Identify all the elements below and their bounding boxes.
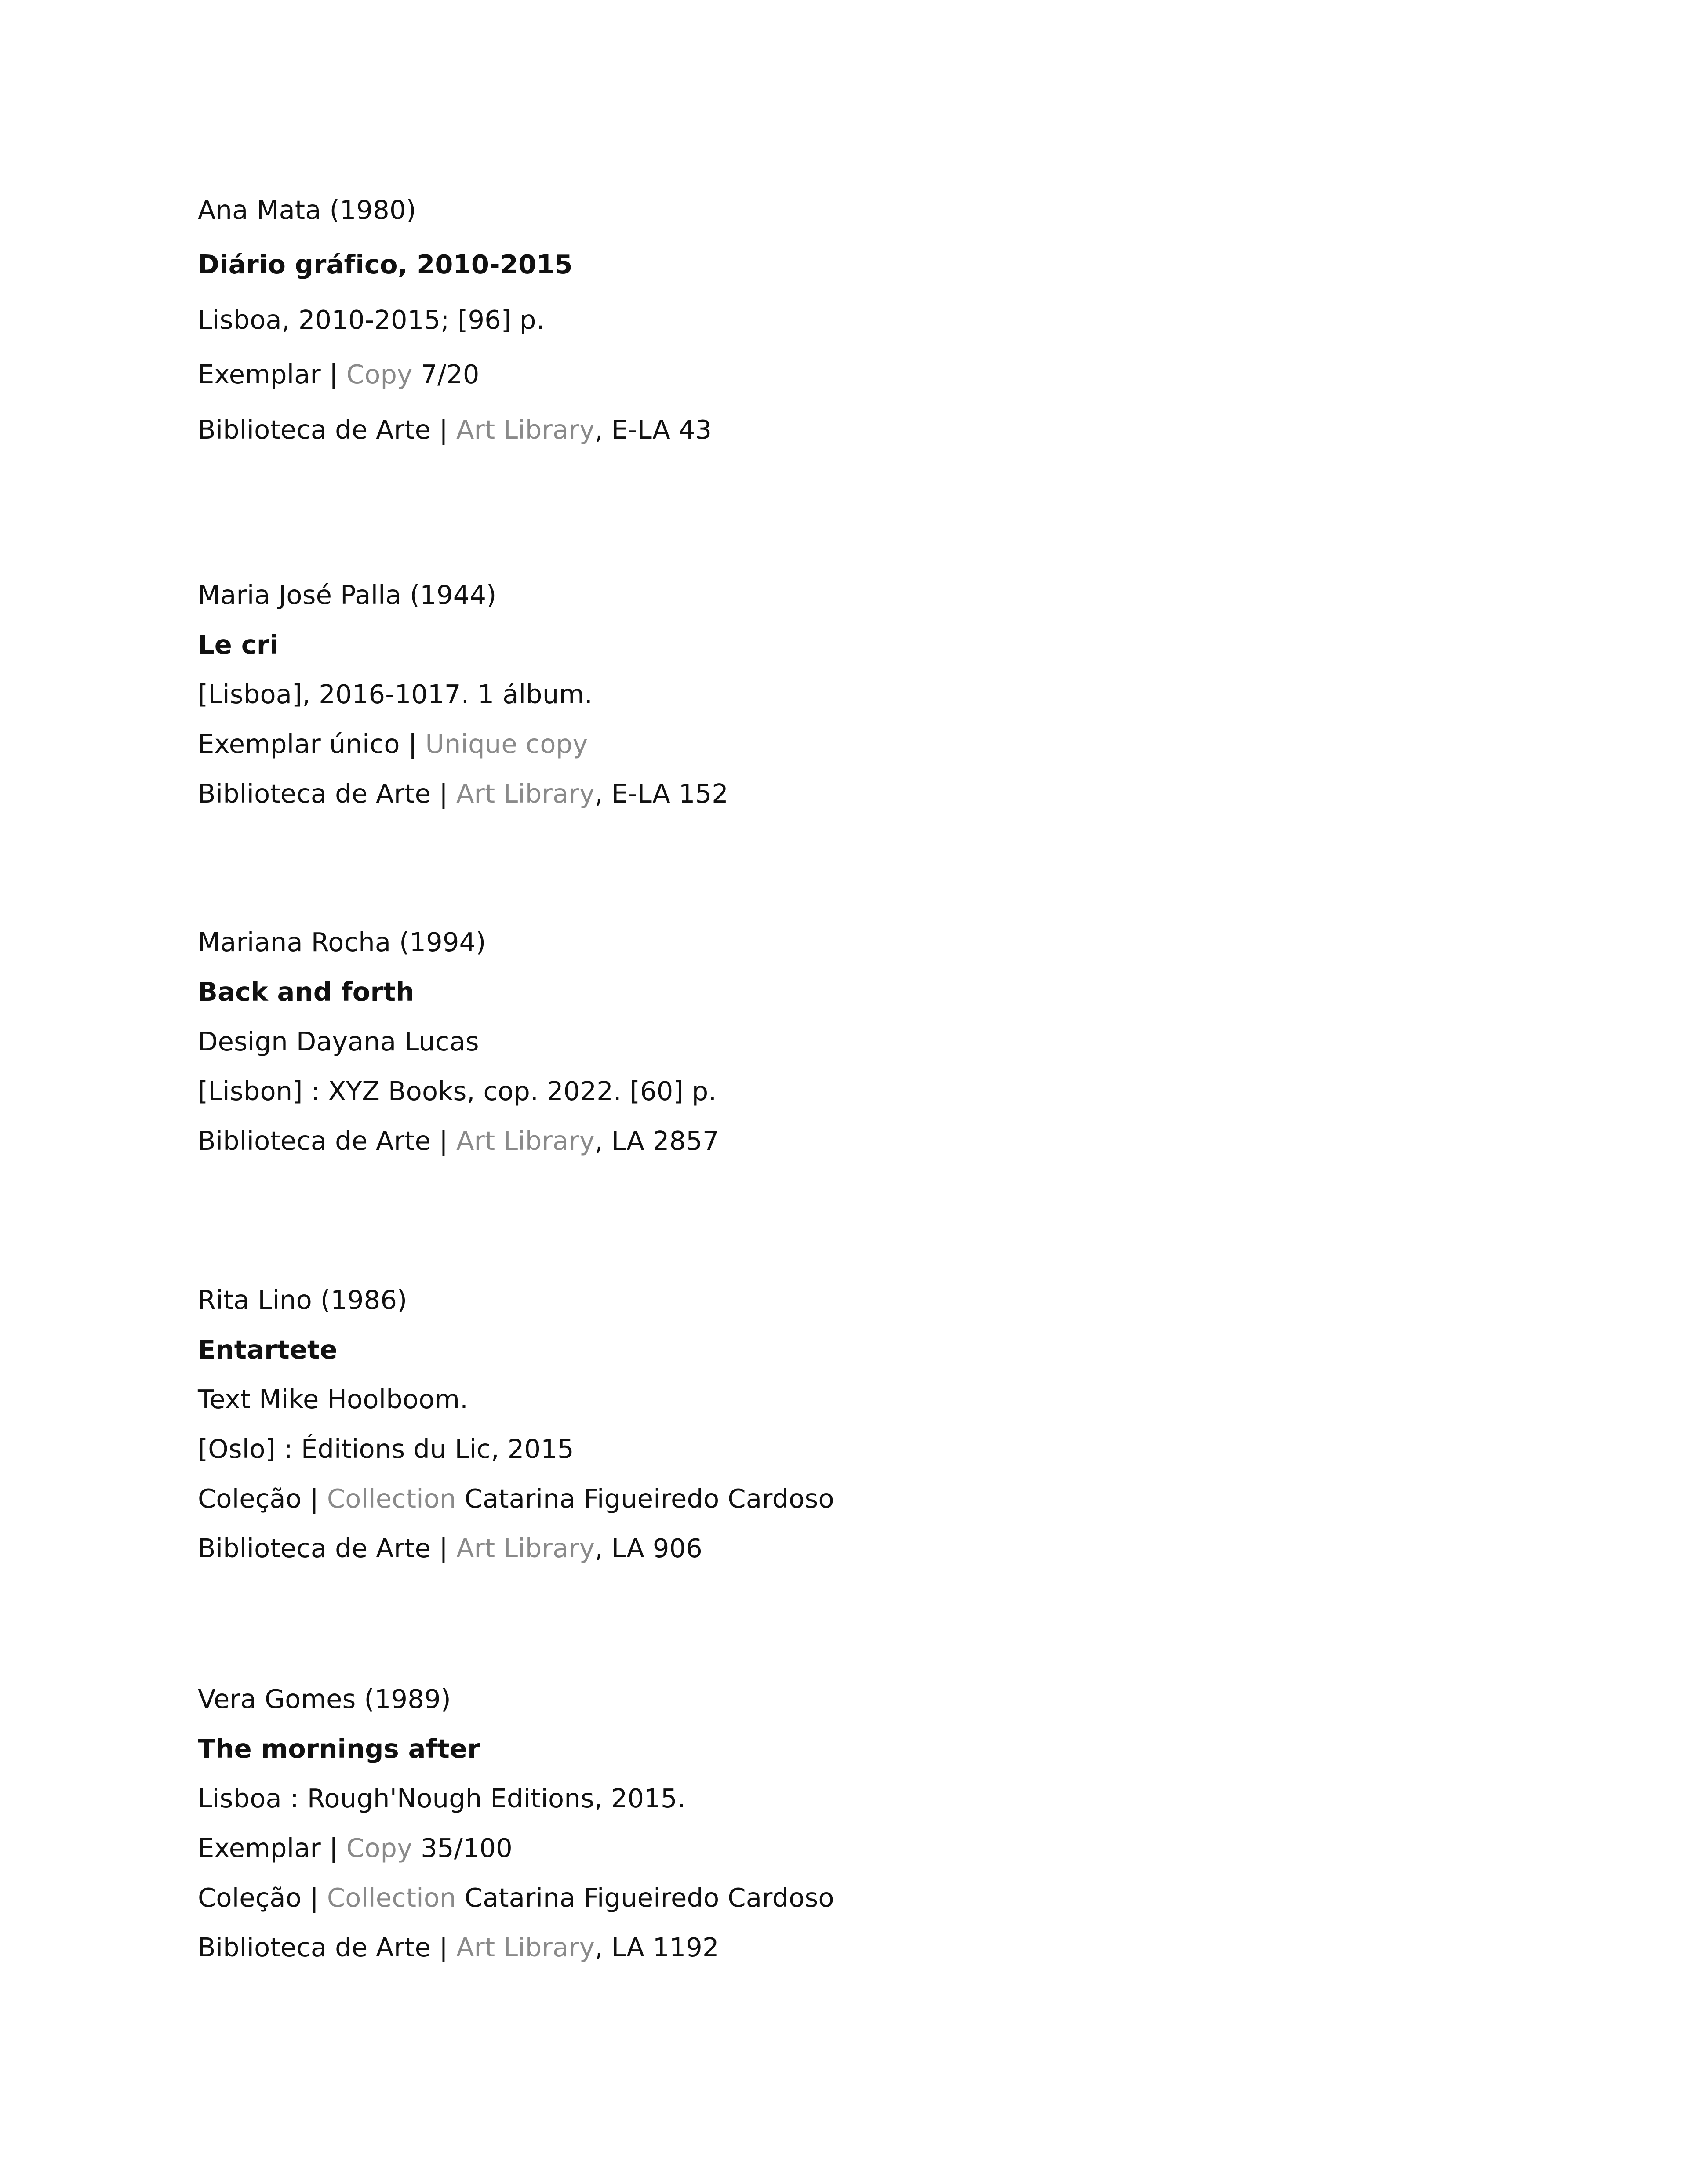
library-label-en: Art Library (456, 778, 595, 809)
entry-library (198, 1123, 719, 1159)
collection-value: Catarina Figueiredo Cardoso (456, 1882, 834, 1913)
entry-title: Diário gráfico, 2010-2015 (198, 249, 573, 280)
entry-copy (198, 357, 480, 392)
entry-text-credit: Text Mike Hoolboom. (198, 1384, 469, 1414)
entry-library (198, 1930, 719, 1965)
collection-label-pt: Coleção (198, 1882, 302, 1913)
library-label-en: Art Library (456, 1126, 595, 1156)
library-label-en: Art Library (456, 1932, 595, 1962)
entry-author: Rita Lino (1986) (198, 1285, 407, 1315)
entry-author: Mariana Rocha (1994) (198, 927, 486, 957)
separator: | (329, 359, 338, 389)
collection-value: Catarina Figueiredo Cardoso (456, 1483, 834, 1514)
collection-label-pt: Coleção (198, 1483, 302, 1514)
entry-imprint: [Lisboa], 2016-1017. 1 álbum. (198, 679, 593, 709)
entry-collection (198, 1481, 834, 1516)
copy-value: 7/20 (412, 359, 480, 389)
shelfmark: , LA 906 (594, 1533, 703, 1563)
entry-title: The mornings after (198, 1733, 480, 1764)
entry-author: Maria José Palla (1944) (198, 580, 497, 610)
entry-library (198, 1531, 702, 1566)
collection-label-en: Collection (327, 1483, 456, 1514)
entry-title: Entartete (198, 1334, 338, 1365)
entry-author: Ana Mata (1980) (198, 195, 416, 225)
copy-value: 35/100 (412, 1833, 513, 1863)
entry-copy (198, 727, 588, 762)
entry-library (198, 776, 728, 811)
separator: | (439, 1932, 448, 1962)
entry-imprint: Lisboa, 2010-2015; [96] p. (198, 305, 545, 335)
library-label-pt: Biblioteca de Arte (198, 778, 431, 809)
entry-copy (198, 1831, 513, 1866)
entry-library (198, 412, 712, 447)
copy-label-en: Copy (346, 1833, 413, 1863)
separator: | (329, 1833, 338, 1863)
shelfmark: , LA 1192 (594, 1932, 719, 1962)
entry-collection (198, 1880, 834, 1915)
entry-title: Back and forth (198, 977, 415, 1007)
separator: | (439, 1533, 448, 1563)
collection-label-en: Collection (327, 1882, 456, 1913)
library-label-pt: Biblioteca de Arte (198, 414, 431, 445)
library-label-pt: Biblioteca de Arte (198, 1932, 431, 1962)
library-label-en: Art Library (456, 414, 595, 445)
copy-label-pt: Exemplar (198, 359, 321, 389)
copy-label-pt: Exemplar único (198, 729, 400, 759)
shelfmark: , LA 2857 (594, 1126, 719, 1156)
separator: | (309, 1483, 319, 1514)
copy-label-en: Copy (346, 359, 413, 389)
entry-design: Design Dayana Lucas (198, 1026, 479, 1057)
shelfmark: , E-LA 152 (594, 778, 729, 809)
entry-imprint: [Lisbon] : XYZ Books, cop. 2022. [60] p. (198, 1076, 717, 1106)
separator: | (439, 1126, 448, 1156)
library-label-pt: Biblioteca de Arte (198, 1126, 431, 1156)
library-label-en: Art Library (456, 1533, 595, 1563)
copy-label-pt: Exemplar (198, 1833, 321, 1863)
entry-author: Vera Gomes (1989) (198, 1684, 451, 1714)
entry-title: Le cri (198, 629, 279, 660)
separator: | (439, 778, 448, 809)
separator: | (309, 1882, 319, 1913)
entry-imprint: [Oslo] : Éditions du Lic, 2015 (198, 1434, 574, 1464)
shelfmark: , E-LA 43 (594, 414, 712, 445)
separator: | (408, 729, 417, 759)
library-label-pt: Biblioteca de Arte (198, 1533, 431, 1563)
copy-label-en: Unique copy (425, 729, 588, 759)
separator: | (439, 414, 448, 445)
entry-imprint: Lisboa : Rough'Nough Editions, 2015. (198, 1783, 686, 1813)
